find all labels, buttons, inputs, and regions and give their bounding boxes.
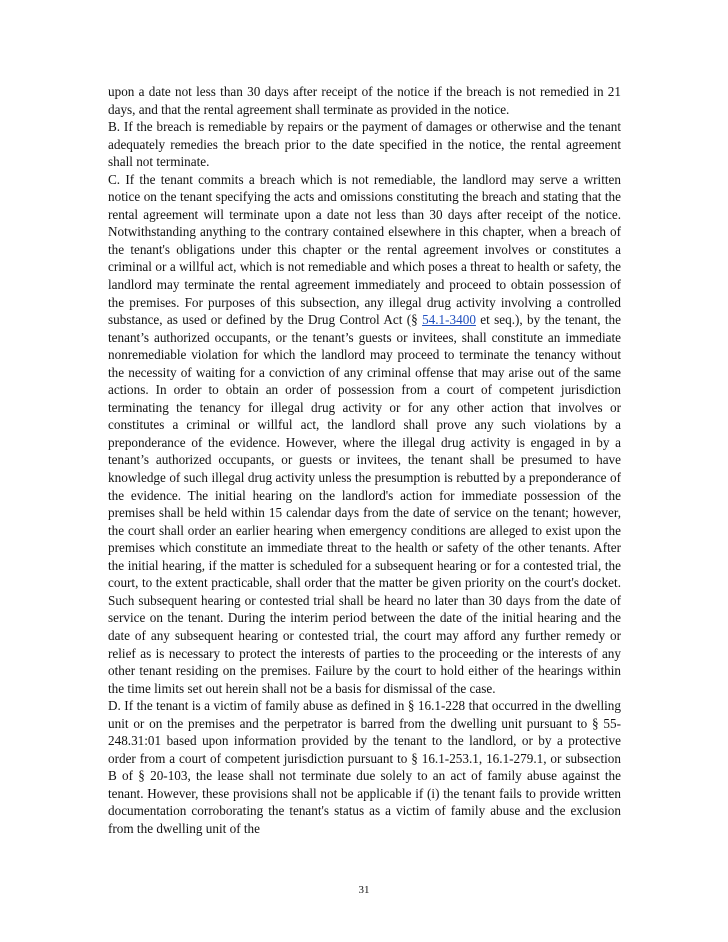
subsection-c-text-start: C. If the tenant commits a breach which is not remediable, the landlord may serve a written notice on the tenant specifying the acts and omissions constituting the breach and stating that the rental agreement will terminate upon a date not less than 30 days after receipt of the notice. Notwithstanding anything to the contrary contained elsewhere in this chapter, when a breach of the tenant's obligations under this chapter or the rental agreement involves or constitutes a criminal or a willful act, which is not remediable and which poses a threat to health or safety, the landlord may terminate the rental agreement immediately and proceed to obtain possession of the premises. For purposes of this subsection, any illegal drug activity involving a controlled substance, as used or defined by the Drug Control Act (§ xyxy=(108,171,621,328)
page-number: 31 xyxy=(358,884,370,896)
paragraph-continuation: upon a date not less than 30 days after receipt of the notice if the breach is not remedied in 21 days, and that the rental agreement shall terminate as provided in the notice. xyxy=(108,84,621,117)
paragraph-subsection-b: B. If the breach is remediable by repairs or the payment of damages or otherwise and the tenant adequately remedies the breach prior to the date specified in the notice, the rental agreement shall not terminate. xyxy=(108,119,621,170)
document-body xyxy=(108,83,621,838)
subsection-c-text-end: et seq.), by the tenant, the tenant’s authorized occupants, or the tenant’s guests or invitees, shall constitute an immediate nonremediable violation for which the landlord may proceed to terminate the tenancy without the necessity of waiting for a conviction of any criminal offense that may arise out of the same actions. In order to obtain an order of possession from a court of competent jurisdiction terminating the tenancy for illegal drug activity or for any other action that involves or constitutes a criminal or willful act, the landlord shall prove any such violations by a preponderance of the evidence. However, where the illegal drug activity is engaged in by a tenant’s authorized occupants, or guests or invitees, the tenant shall be presumed to have knowledge of such illegal drug activity unless the presumption is rebutted by a preponderance of the evidence. The initial hearing on the landlord's action for immediate possession of the premises shall be held within 15 calendar days from the date of service on the tenant; however, the court shall order an earlier hearing when emergency conditions are alleged to exist upon the premises which constitute an immediate threat to the health or safety of the other tenants. After the initial hearing, if the matter is scheduled for a subsequent hearing or for a contested trial, the court, to the extent practicable, shall order that the matter be given priority on the court's docket. Such subsequent hearing or contested trial shall be heard no later than 30 days from the date of service on the tenant. During the interim period between the date of the initial hearing and the date of any subsequent hearing or contested trial, the court may afford any further remedy or relief as is necessary to protect the interests of parties to the proceeding or the interests of any other tenant residing on the premises. Failure by the court to hold either of the hearings within the time limits set out herein shall not be a basis for dismissal of the case. xyxy=(108,312,622,696)
paragraph-subsection-c xyxy=(108,171,621,697)
paragraph-subsection-d: D. If the tenant is a victim of family abuse as defined in § 16.1-228 that occurred in the dwelling unit or on the premises and the perpetrator is barred from the dwelling unit pursuant to § 55-248.31:01 based upon information provided by the tenant to the landlord, or by a protective order from a court of competent jurisdiction pursuant to § 16.1-253.1, 16.1-279.1, or subsection B of § 20-103, the lease shall not terminate due solely to an act of family abuse against the tenant. However, these provisions shall not be applicable if (i) the tenant fails to provide written documentation corroborating the tenant's status as a victim of family abuse and the exclusion from the dwelling unit of the xyxy=(108,698,621,836)
statute-link[interactable]: 54.1-3400 xyxy=(422,312,476,328)
